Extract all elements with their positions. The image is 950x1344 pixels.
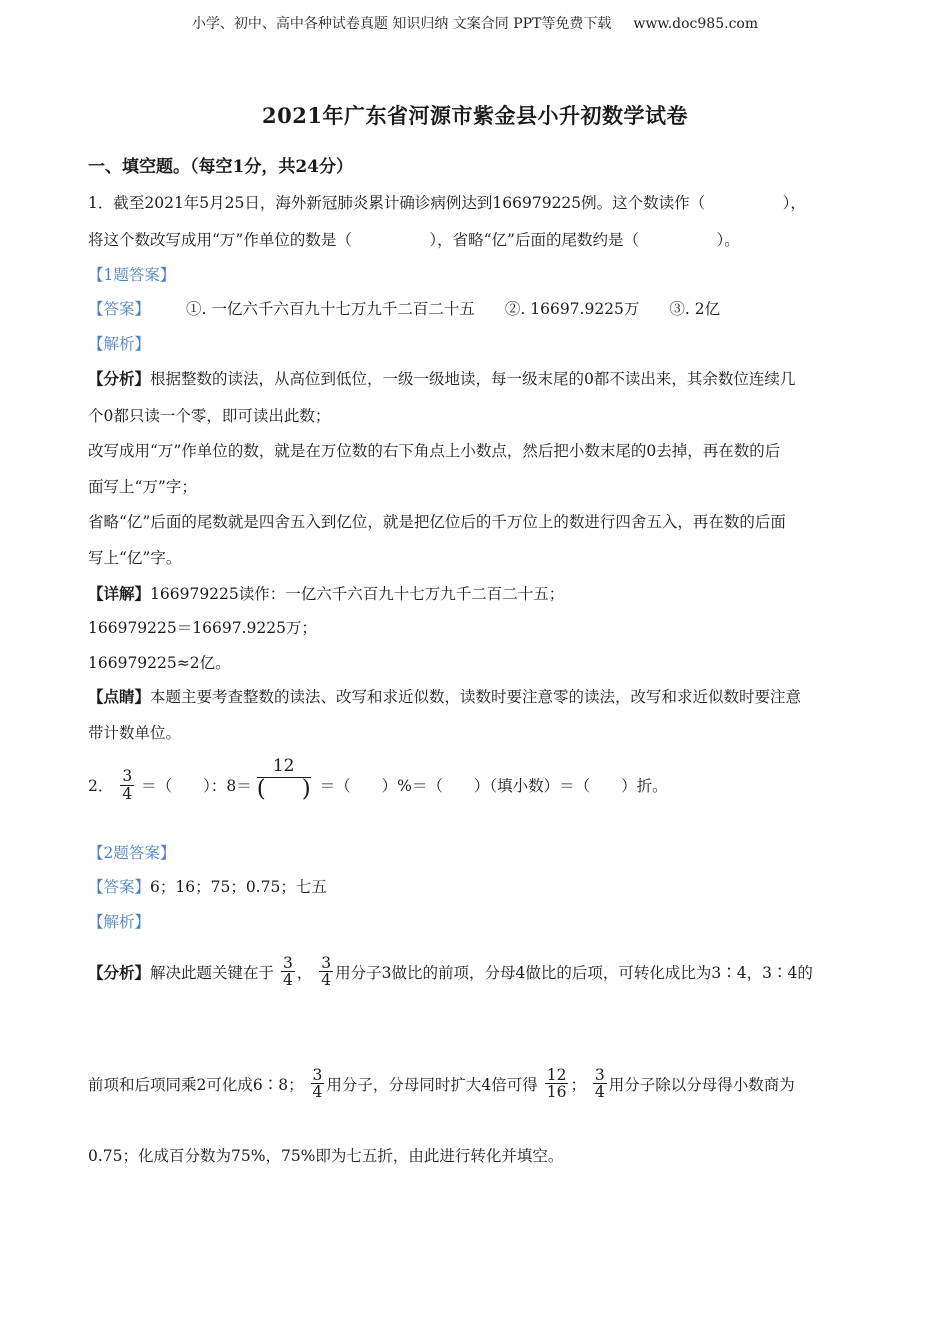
q2-analysis-2	[88, 1067, 795, 1101]
answer-text: 6；16；75；0.75；七五	[150, 878, 327, 896]
analysis-label: 【分析】	[88, 962, 151, 982]
big-frac-numerator: 12	[272, 756, 295, 776]
header-url: www.doc985.com	[633, 16, 759, 32]
analysis-text: 解决此题关键在于	[150, 963, 275, 982]
frac-denominator: 4	[122, 784, 133, 803]
header-text: 小学、初中、高中各种试卷真题 知识归纳 文案合同 PPT等免费下载	[191, 16, 612, 32]
frac-numerator: 12	[546, 1066, 567, 1084]
q1-answer-heading: 【1题答案】	[88, 266, 176, 284]
answer-2: ②. 16697.9225万	[504, 300, 640, 318]
q2-answer-heading: 【2题答案】	[88, 844, 176, 862]
frac-numerator: 3	[282, 954, 293, 972]
big-fraction	[256, 756, 315, 808]
analysis-text: 用分子除以分母得小数商为	[608, 1075, 795, 1094]
detail-label: 【详解】	[88, 584, 151, 603]
q2-analysis-1	[88, 955, 813, 989]
q2-analysis-3: 0.75；化成百分数为75%，75%即为七五折，由此进行转化并填空。	[88, 1147, 564, 1165]
q1-analysis-4: 面写上“万”字；	[88, 478, 197, 496]
fraction-3-4	[281, 955, 295, 989]
q1-detail-1	[88, 582, 564, 604]
q1-analysis-1	[88, 367, 795, 389]
frac-denominator: 16	[546, 1083, 567, 1102]
answer-label: 【答案】	[88, 300, 151, 318]
answer-label: 【答案】	[88, 878, 151, 896]
comment-text: 本题主要考查整数的读法、改写和求近似数，读数时要注意零的读法，改写和求近似数时要注意	[150, 688, 802, 706]
q1-detail-3: 166979225≈2亿。	[88, 654, 231, 672]
q2-answer	[88, 875, 327, 897]
paren-right: )	[301, 776, 311, 802]
q2-eq2: ＝（ ）%＝（ ）（填小数）＝（ ）折。	[319, 777, 668, 795]
frac-numerator: 3	[312, 1066, 323, 1084]
fraction-3-4	[311, 1067, 325, 1101]
page-title: 2021年广东省河源市紫金县小升初数学试卷	[262, 103, 688, 128]
q1-analysis-2: 个0都只读一个零，即可读出此数；	[88, 407, 331, 425]
q1-analysis-heading: 【解析】	[88, 335, 151, 353]
fraction-3-4	[319, 955, 333, 989]
q1-detail-2: 166979225＝16697.9225万；	[88, 619, 317, 637]
fraction-3-4	[593, 1067, 607, 1101]
page-header	[0, 13, 950, 33]
q1-line2: 将这个数改写成用“万”作单位的数是（ ），省略“亿”后面的尾数约是（ ）。	[88, 231, 740, 249]
detail-text: 166979225读作：一亿六千六百九十七万九千二百二十五；	[150, 585, 565, 603]
q1-analysis-3: 改写成用“万”作单位的数，就是在万位数的右下角点上小数点，然后把小数末尾的0去掉，再在数的后	[88, 442, 781, 460]
frac-denominator: 4	[594, 1083, 605, 1102]
q2-analysis-heading: 【解析】	[88, 913, 151, 931]
analysis-text: 用分子3做比的前项，分母4做比的后项，可转化成比为3∶4，3∶4的	[335, 963, 813, 982]
separator: ，	[296, 963, 313, 982]
analysis-text: 根据整数的读法，从高位到低位，一级一级地读，每一级末尾的0都不读出来，其余数位连续几	[150, 370, 796, 388]
q1-analysis-5: 省略“亿”后面的尾数就是四舍五入到亿位，就是把亿位后的千万位上的数进行四舍五入，再在数的后面	[88, 513, 786, 531]
frac-numerator: 3	[321, 954, 332, 972]
analysis-label: 【分析】	[88, 369, 151, 388]
answer-3: ③. 2亿	[669, 300, 721, 318]
separator: ；	[570, 1075, 586, 1094]
q1-line1: 1．截至2021年5月25日，海外新冠肺炎累计确诊病例达到166979225例。这个数读作（ ），	[88, 194, 806, 212]
q2-number: 2．	[88, 777, 114, 795]
comment-label: 【点睛】	[88, 687, 151, 706]
fraction-12-16	[545, 1067, 569, 1101]
frac-denominator: 4	[312, 1083, 323, 1102]
q2-eq1: ＝（ ）：8＝	[141, 777, 252, 795]
paren-left: (	[256, 776, 266, 802]
answer-1: ①. 一亿六千六百九十七万九千二百二十五	[186, 300, 475, 318]
q1-answer	[88, 297, 720, 319]
q1-comment-1	[88, 685, 801, 707]
analysis-text: 前项和后项同乘2可化成6∶8；	[88, 1075, 304, 1094]
frac-numerator: 3	[122, 767, 133, 786]
frac-denominator: 4	[321, 971, 332, 990]
q2-line	[88, 756, 668, 808]
q1-analysis-6: 写上“亿”字。	[88, 549, 182, 567]
frac-denominator: 4	[282, 971, 293, 990]
q1-comment-2: 带计数单位。	[88, 724, 182, 742]
analysis-text: 用分子，分母同时扩大4倍可得	[326, 1075, 538, 1094]
fraction-3-4	[120, 768, 134, 802]
section-heading: 一、填空题。（每空1分，共24分）	[88, 157, 353, 177]
frac-numerator: 3	[594, 1066, 605, 1084]
